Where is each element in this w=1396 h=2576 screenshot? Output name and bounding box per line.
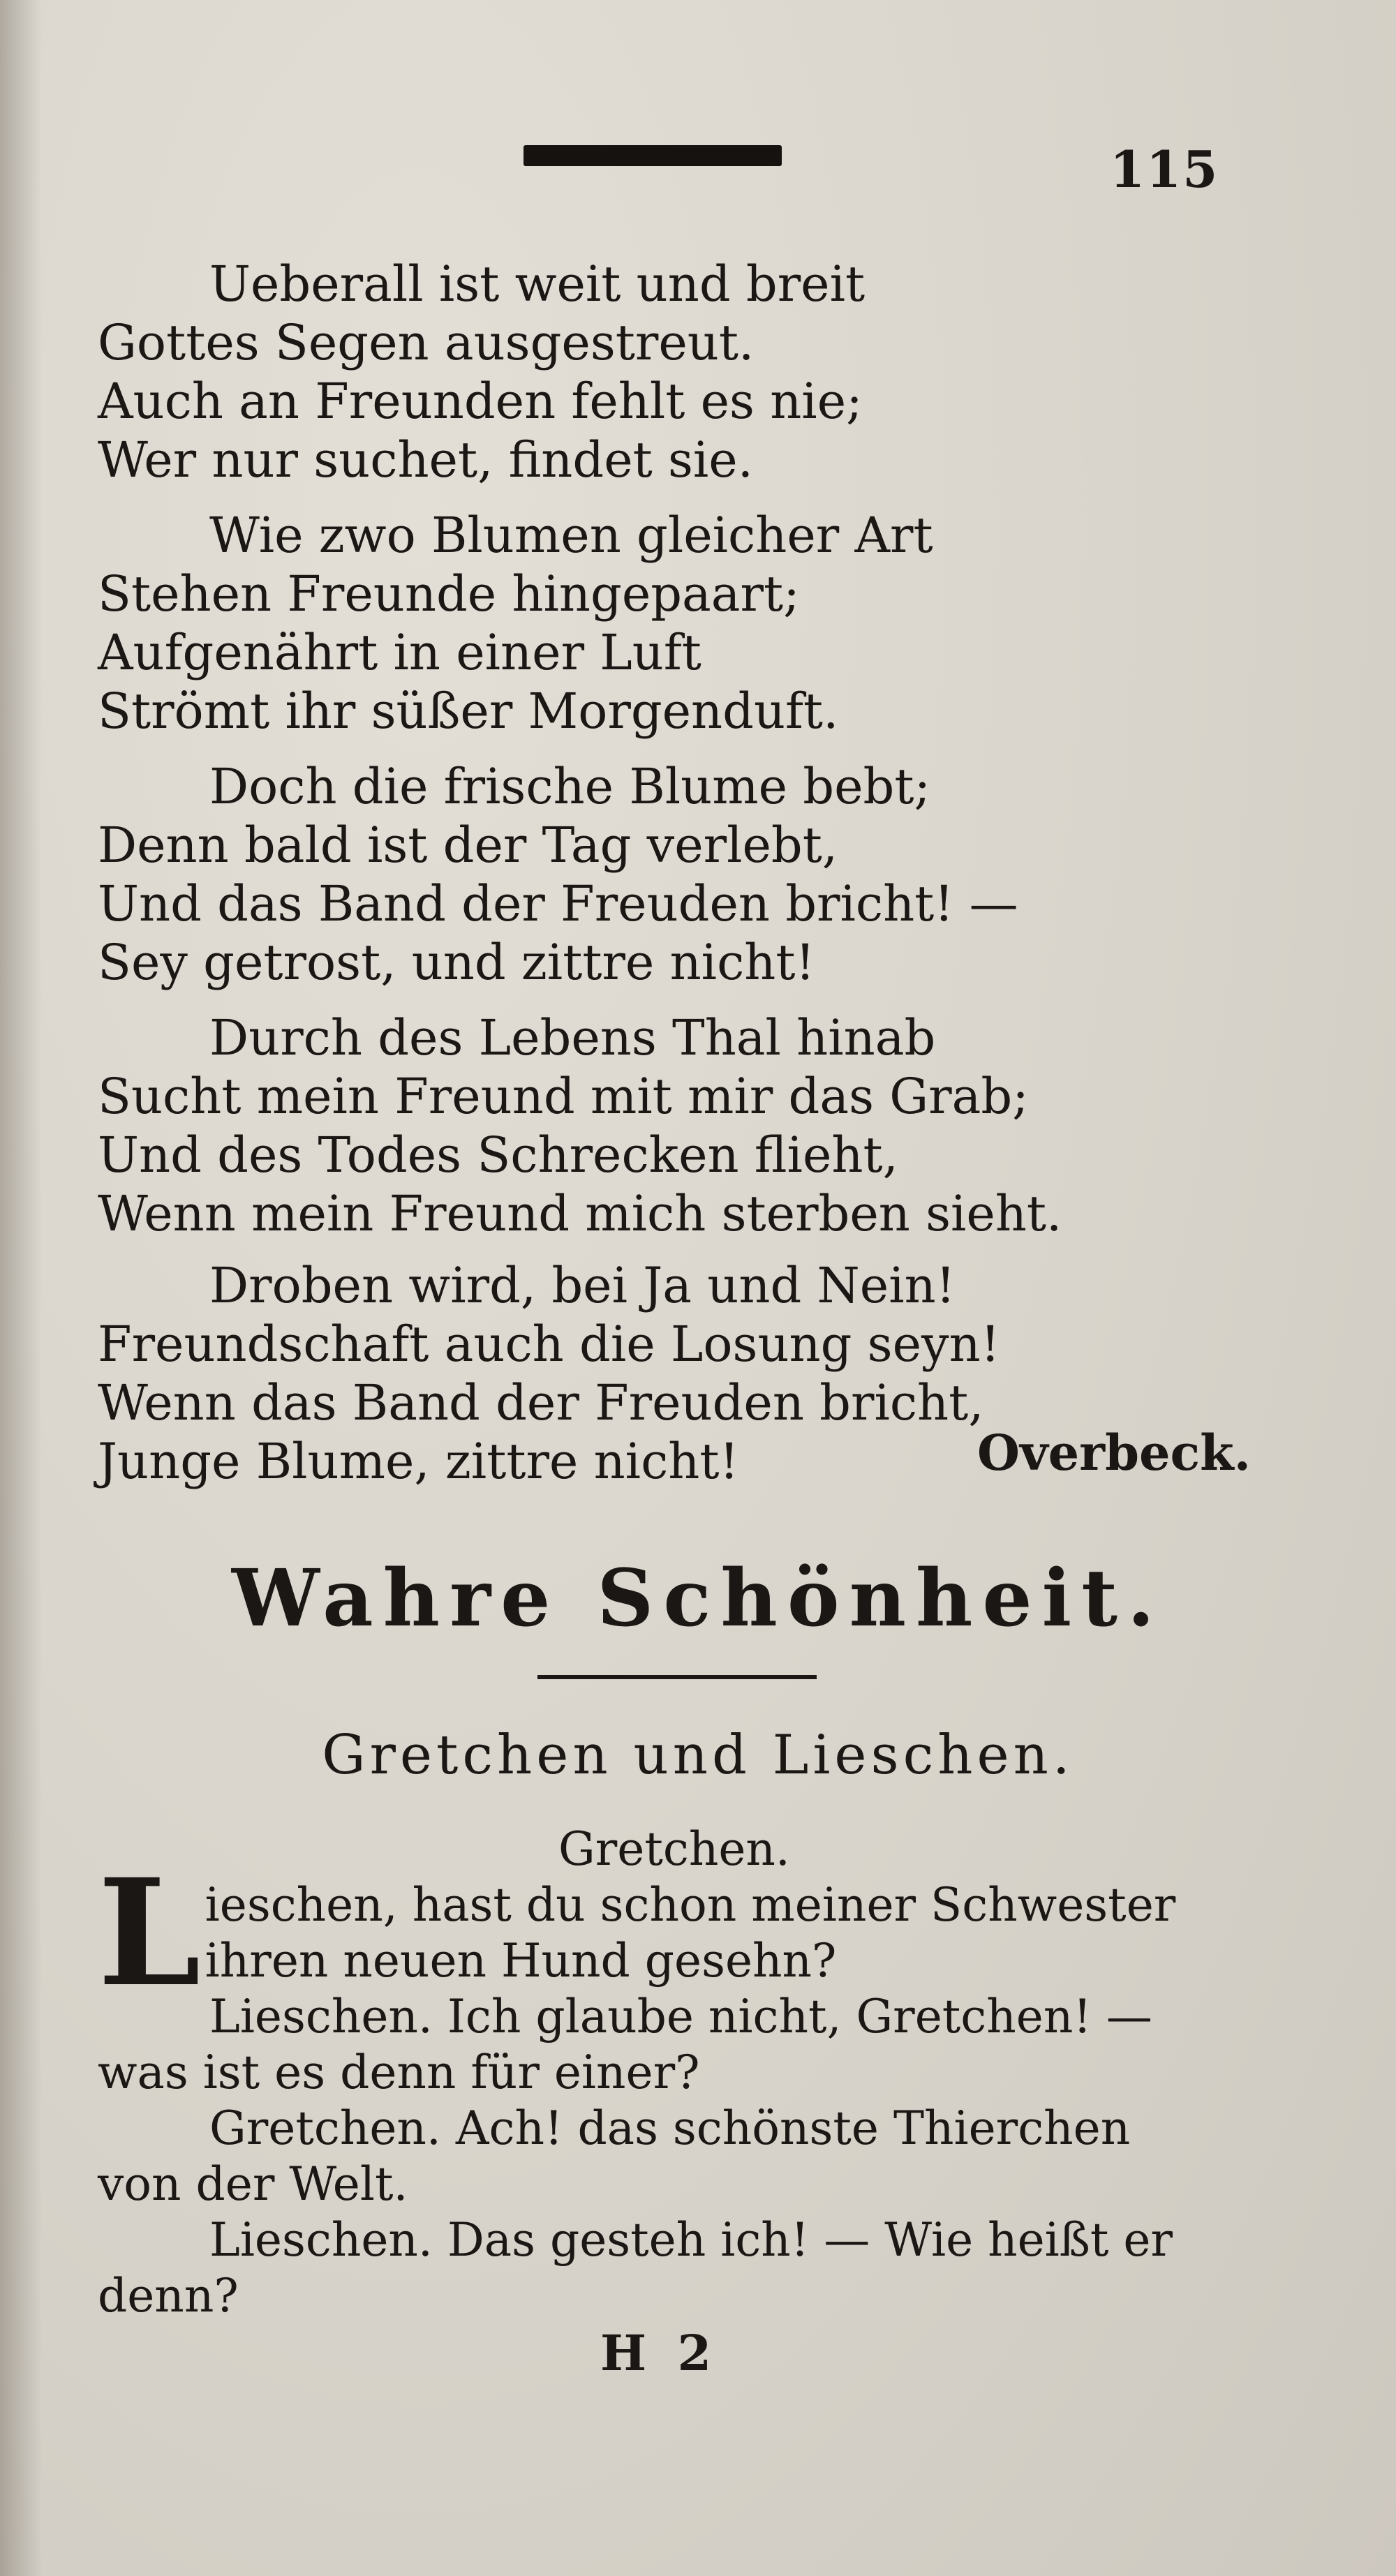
verse-line: Auch an Freunden fehlt es nie;: [98, 373, 863, 430]
poem-author: Overbeck.: [977, 1424, 1252, 1482]
dialogue: [98, 1822, 1215, 2324]
poem-stanza-1: [98, 255, 865, 489]
poem-stanza-5: [98, 1256, 1000, 1491]
verse-line: Aufgenährt in einer Luft: [98, 624, 701, 681]
verse-line: Denn bald ist der Tag verlebt,: [98, 817, 838, 874]
verse-line: Ueberall ist weit und breit: [209, 255, 866, 313]
drop-cap: L: [98, 1847, 201, 2019]
dialogue-paragraph: Lieschen. Das gesteh ich! — Wie heißt er denn?: [98, 2213, 1173, 2323]
page-number: 115: [1110, 140, 1219, 199]
verse-line: Strömt ihr süßer Morgenduft.: [98, 683, 839, 740]
title-rule: [537, 1675, 817, 1679]
poem-stanza-2: [98, 506, 933, 740]
verse-line: Wenn mein Freund mich sterben sieht.: [98, 1185, 1062, 1242]
verse-line: Sey getrost, und zittre nicht!: [98, 934, 815, 991]
header-rule: [524, 145, 782, 166]
verse-line: Wer nur suchet, findet sie.: [98, 431, 753, 489]
poem-stanza-3: [98, 757, 1018, 992]
verse-line: Droben wird, bei Ja und Nein!: [209, 1257, 956, 1314]
verse-line: Sucht mein Freund mit mir das Grab;: [98, 1068, 1029, 1125]
dialogue-paragraph: Gretchen. Ach! das schönste Thierchen von der Welt.: [98, 2101, 1131, 2211]
verse-line: Und des Todes Schrecken flieht,: [98, 1126, 898, 1184]
verse-line: Durch des Lebens Thal hinab: [209, 1009, 936, 1066]
dialogue-paragraph: Lieschen. Ich glaube nicht, Gretchen! — was ist es denn für einer?: [98, 1990, 1152, 2099]
verse-line: Und das Band der Freuden bricht! —: [98, 875, 1018, 932]
verse-line: Gottes Segen ausgestreut.: [98, 314, 755, 371]
verse-line: Doch die frische Blume bebt;: [209, 758, 931, 815]
dialogue-text: ieschen, hast du schon meiner Schwester ihren neuen Hund gesehn?: [205, 1878, 1176, 1988]
speaker-label: Gretchen.: [558, 1822, 790, 1876]
piece-subtitle: Gretchen und Lieschen.: [322, 1724, 1074, 1787]
verse-line: Junge Blume, zittre nicht!: [98, 1433, 739, 1490]
poem-stanza-4: [98, 1008, 1062, 1243]
piece-title: Wahre Schönheit.: [232, 1553, 1164, 1644]
verse-line: Wie zwo Blumen gleicher Art: [209, 507, 933, 564]
verse-line: Wenn das Band der Freuden bricht,: [98, 1374, 984, 1431]
verse-line: Stehen Freunde hingepaart;: [98, 565, 800, 623]
verse-line: Freundschaft auch die Losung seyn!: [98, 1316, 1000, 1373]
printer-signature: H 2: [600, 2324, 719, 2382]
